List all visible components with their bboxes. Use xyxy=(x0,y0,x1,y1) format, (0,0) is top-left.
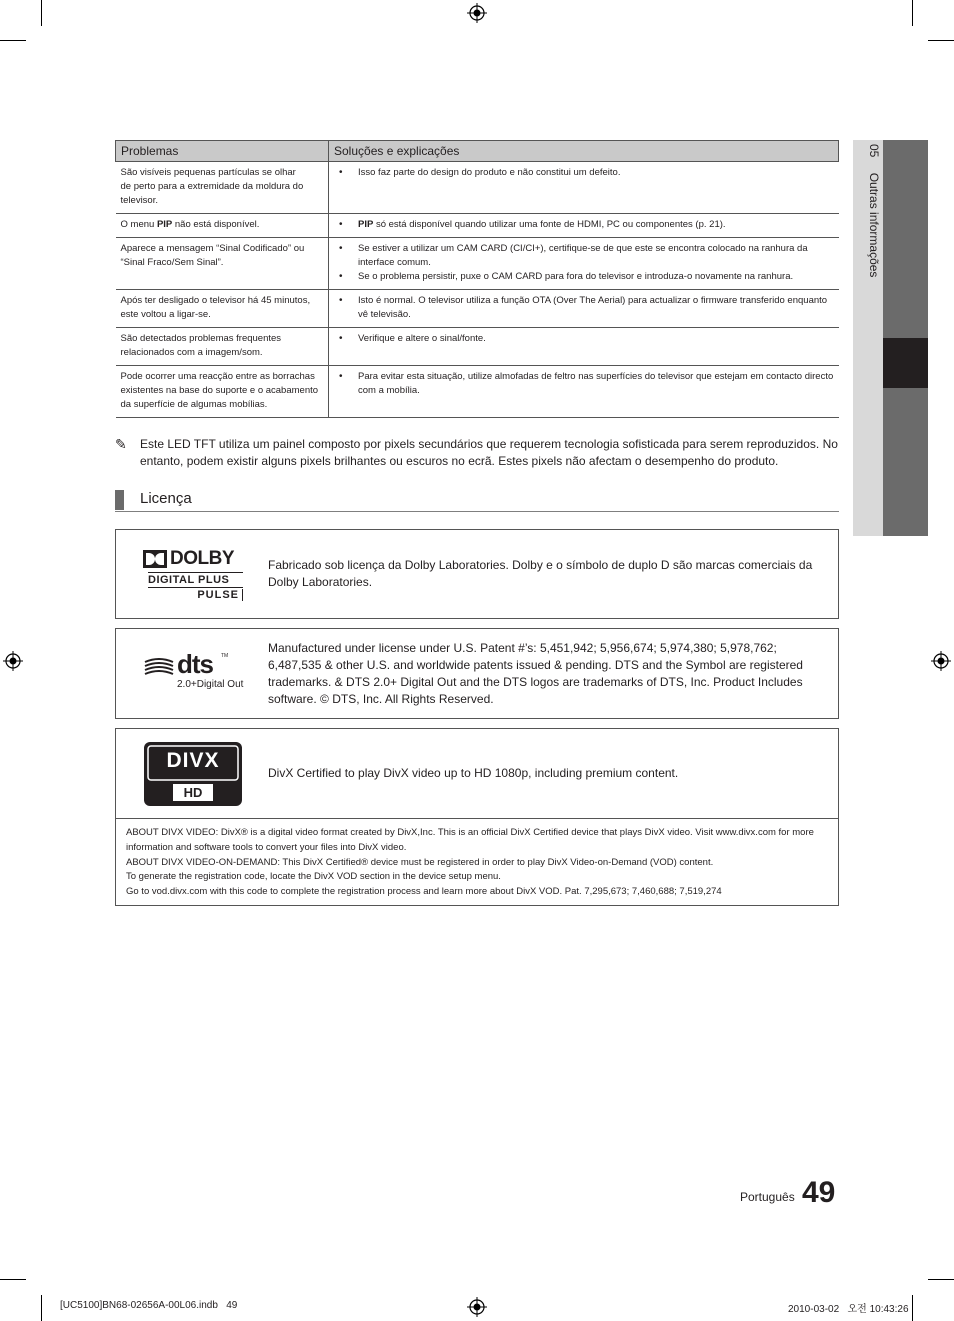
divx-fine-line: ABOUT DIVX VIDEO: DivX® is a digital video format created by DivX,Inc. This is an official DivX Certified device that plays DivX video. Visit www.divx.com for more information and software tools to convert your files into DivX video. xyxy=(126,827,814,853)
license-box-divx xyxy=(115,728,839,906)
troubleshooting-table xyxy=(115,140,839,418)
table-row xyxy=(116,162,839,214)
solution-cell xyxy=(329,214,839,238)
dts-license-text: Manufactured under license under U.S. Patent #’s: 5,451,942; 5,956,674; 5,974,380; 5,978,762; 6,487,535 & other U.S. and worldwide patents issued & pending. DTS and the Symbol are registered trademarks. & DTS 2.0+ Digital Out and the DTS logos are trademarks of DTS, Inc. Product Includes software. © DTS, Inc. All Rights Reserved. xyxy=(268,641,803,706)
solution-item: • Isso faz parte do design do produto e não constitui um defeito. xyxy=(334,166,834,180)
note-block xyxy=(115,436,839,470)
column-header-solutions: Soluções e explicações xyxy=(329,141,839,162)
license-box-dts xyxy=(115,628,839,719)
solution-item: • Se o problema persistir, puxe o CAM CARD para fora do televisor e introduza-o novamente na ranhura. xyxy=(334,270,834,284)
print-timestamp: 2010-03-02 오전 10:43:26 xyxy=(788,1304,909,1315)
divx-hd: HD xyxy=(183,785,203,800)
problem-cell: Aparece a mensagem “Sinal Codificado” ou “Sinal Fraco/Sem Sinal”. xyxy=(116,238,329,290)
dts-trademark: TM xyxy=(221,653,229,659)
divx-license-text: DivX Certified to play DivX video up to HD 1080p, including premium content. xyxy=(268,766,679,780)
solution-list xyxy=(334,370,834,398)
section-heading xyxy=(115,489,839,512)
solution-cell xyxy=(329,366,839,418)
table-row xyxy=(116,366,839,418)
dolby-line-1: DIGITAL PLUS xyxy=(148,572,243,588)
divx-logo xyxy=(143,741,243,807)
divx-fine-print xyxy=(116,818,838,900)
dts-swoosh-icon xyxy=(143,656,175,680)
problem-cell: São detectados problemas frequentes relacionados com a imagem/som. xyxy=(116,328,329,366)
solution-item: • Para evitar esta situação, utilize almofadas de feltro nas superfícies do televisor que estejam em contacto directo com a mobília. xyxy=(334,370,834,398)
solution-cell xyxy=(329,238,839,290)
dts-brand: dts xyxy=(177,649,213,679)
table-row xyxy=(116,328,839,366)
crop-mark xyxy=(928,1279,954,1280)
registration-mark-icon xyxy=(467,1297,487,1317)
solution-list xyxy=(334,242,834,284)
solution-list xyxy=(334,166,834,180)
dolby-line-2: PULSE xyxy=(197,589,243,601)
problem-cell: Após ter desligado o televisor há 45 minutos, este voltou a ligar-se. xyxy=(116,290,329,328)
table-row xyxy=(116,290,839,328)
column-header-problems: Problemas xyxy=(116,141,329,162)
solution-cell xyxy=(329,328,839,366)
divx-fine-line: To generate the registration code, locate the DivX VOD section in the device setup menu. xyxy=(126,871,501,883)
chapter-title: Outras informações xyxy=(867,172,881,278)
problem-cell: São visíveis pequenas partículas se olhar de perto para a extremidade da moldura do televisor. xyxy=(116,162,329,214)
table-body xyxy=(116,162,839,418)
solution-item: • PIP só está disponível quando utilizar uma fonte de HDMI, PC ou componentes (p. 21). xyxy=(334,218,834,232)
crop-mark xyxy=(912,1295,913,1321)
side-tab-active-marker xyxy=(883,338,928,388)
table-row xyxy=(116,214,839,238)
divx-fine-line: ABOUT DIVX VIDEO-ON-DEMAND: This DivX Certified® device must be registered in order to play DivX Video-on-Demand (VOD) content. xyxy=(126,856,714,868)
divx-brand: DIVX xyxy=(166,749,220,772)
crop-mark xyxy=(41,0,42,26)
pencil-note-icon: ✎ xyxy=(115,436,127,452)
solution-list xyxy=(334,294,834,322)
note-text: Este LED TFT utiliza um painel composto por pixels secundários que requerem tecnologia sofisticada para serem reproduzidos. No entanto, podem existir alguns pixels brilhantes ou escuros no ecrã. Estes pixels não afectam o desempenho do produto. xyxy=(140,437,838,468)
solution-list xyxy=(334,332,834,346)
solution-list xyxy=(334,218,834,232)
registration-mark-icon xyxy=(467,3,487,23)
section-title: Licença xyxy=(140,490,192,507)
dolby-brand: DOLBY xyxy=(170,548,234,569)
print-file-info: [UC5100]BN68-02656A-00L06.indb 49 xyxy=(60,1300,238,1311)
problem-cell: Pode ocorrer uma reacção entre as borrachas existentes na base do suporte e o acabamento da superfície de algumas mobílias. xyxy=(116,366,329,418)
solution-item: • Verifique e altere o sinal/fonte. xyxy=(334,332,834,346)
registration-mark-icon xyxy=(3,651,23,671)
dts-sub: 2.0+Digital Out xyxy=(177,679,244,690)
table-header-row xyxy=(116,141,839,162)
dolby-logo xyxy=(143,549,243,603)
section-bar xyxy=(115,490,124,510)
crop-mark xyxy=(928,40,954,41)
divx-fine-line: Go to vod.divx.com with this code to complete the registration process and learn more about DivX VOD. Pat. 7,295,673; 7,460,688; 7,519,274 xyxy=(126,886,722,898)
crop-mark xyxy=(0,40,26,41)
side-tab-label xyxy=(855,144,881,444)
chapter-number: 05 xyxy=(867,144,881,158)
dolby-double-d-icon xyxy=(143,550,167,568)
license-box-dolby xyxy=(115,529,839,619)
solution-cell xyxy=(329,162,839,214)
page-number: 49 xyxy=(802,1176,836,1209)
crop-mark xyxy=(912,0,913,26)
problem-cell: O menu PIP não está disponível. xyxy=(116,214,329,238)
dts-logo xyxy=(143,649,244,694)
crop-mark xyxy=(41,1295,42,1321)
dolby-license-text: Fabricado sob licença da Dolby Laboratories. Dolby e o símbolo de duplo D são marcas comerciais da Dolby Laboratories. xyxy=(268,558,813,589)
crop-mark xyxy=(0,1279,26,1280)
registration-mark-icon xyxy=(931,651,951,671)
table-row xyxy=(116,238,839,290)
solution-item: • Se estiver a utilizar um CAM CARD (CI/CI+), certifique-se de que este se encontra colocado na ranhura da interface comum. xyxy=(334,242,834,270)
solution-item: • Isto é normal. O televisor utiliza a função OTA (Over The Aerial) para actualizar o firmware transferido enquanto vê televisão. xyxy=(334,294,834,322)
solution-cell xyxy=(329,290,839,328)
page-language: Português xyxy=(740,1190,795,1204)
